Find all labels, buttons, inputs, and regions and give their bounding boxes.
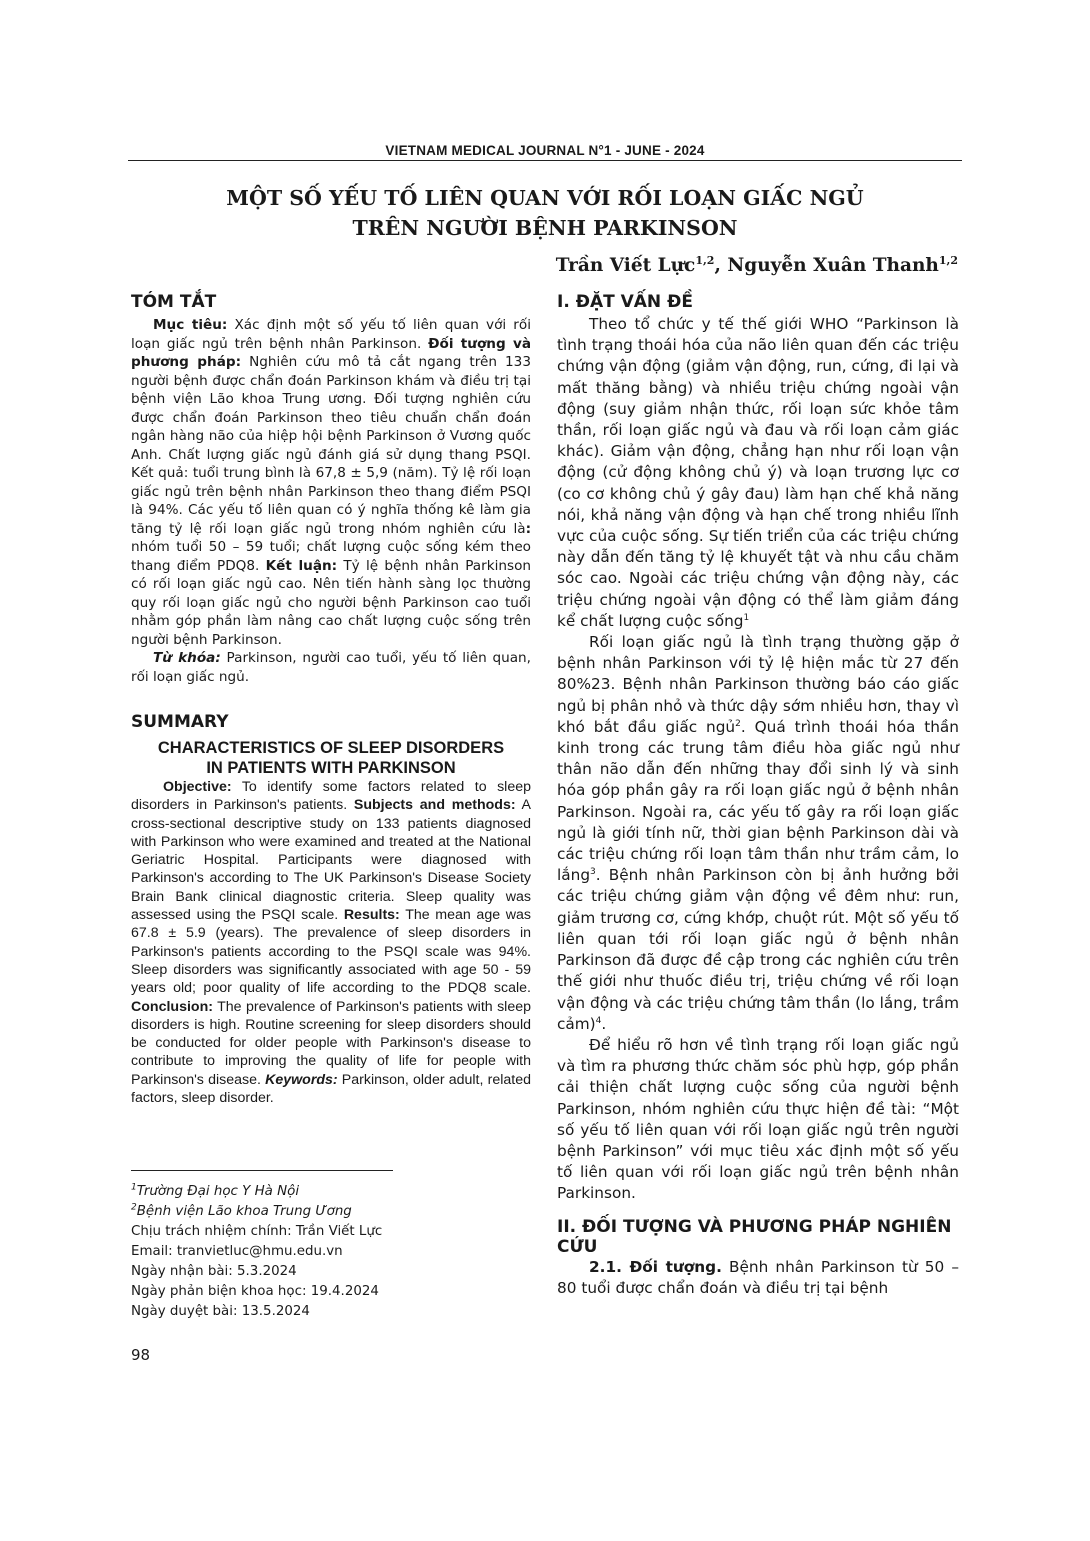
intro-p2-text-b: . Quá trình thoái hóa thần kinh trong các trung tâm điều hòa giấc ngủ như thân não dẫn đến những thay đổi sinh lý và sinh hóa góp phần gây ra rối loạn giấc ngủ ở bệnh nhân Parkinson. Ngoài ra, các yếu tố gây ra rối loạn giấc ngủ là giới tính nữ, thời gian bệnh Parkinson dài và các triệu chứng rối loạn tâm thần như trầm cảm, lo lắng [557, 717, 959, 885]
methods-text: Nghiên cứu mô tả cắt ngang trên 133 người bệnh được chẩn đoán Parkinson khám và điều trị tại bệnh viện Lão khoa Trung ương. Đối tượng nghiên cứu được chẩn đoán Parkinson theo tiêu chuẩn chẩn đoán ngân hàng não của hiệp hội bệnh Parkinson ở Vương quốc Anh. Chất lượng giấc ngủ đánh giá sử dụng thang PSQI. Kết quả: tuổi trung bình là 67,8 ± 5,9 (năm). Tỷ lệ rối loạn giấc ngủ trên bệnh nhân Parkinson theo thang điểm PSQI là 94%. Các yếu tố liên quan có ý nghĩa thống kê làm gia tăng tỷ lệ rối loạn giấc ngủ trong nhóm nghiên cứu là [131, 354, 531, 537]
summary-title-line-2: IN PATIENTS WITH PARKINSON [206, 759, 456, 777]
methods-label: Đối tượng và phương pháp: [131, 335, 532, 370]
footnote-affiliation-2 [131, 1202, 531, 1222]
summary-conclusion-label: Conclusion: [131, 998, 213, 1015]
intro-p2-ref-c: 4 [595, 1015, 602, 1026]
footnote-rule [131, 1170, 393, 1171]
intro-p1-text: Theo tổ chức y tế thế giới WHO “Parkinson là tình trạng thoái hóa của não liên quan đến các triệu chứng vận động (giảm vận động, run, cứng, đi lại và mất thăng bằng) và nhiều triệu chứng ngoài vận động (suy giảm nhận thức, rối loạn sức khỏe tâm thần, rối loạn giấc ngủ và đau và rối loạn cảm giác khác). Giảm vận động, chẳng hạn như rối loạn vận động (cử động không chủ ý) và loạn trương lực cơ (co cơ không chủ ý gây đau) làm hạn chế khả năng nói, khả năng vận động và hạn chế trong nhiều lĩnh vực của cuộc sống. Sự tiến triển của các triệu chứng này dẫn đến tăng tỷ lệ khuyết tật và nhu cầu chăm sóc cao. Ngoài các triệu chứng vận động này, các triệu chứng ngoài vận động có thể làm giảm đáng kể chất lượng cuộc sống [557, 315, 959, 630]
intro-p2-ref-a: 2 [735, 718, 741, 729]
summary-methods-label: Subjects and methods: [353, 797, 516, 814]
subsection-2-1-text: Bệnh nhân Parkinson từ 50 – 80 tuổi được chẩn đoán và điều trị tại bệnh [557, 1257, 959, 1297]
intro-paragraph-2 [557, 632, 959, 1035]
footnote-received: Ngày nhận bài: 5.3.2024 [131, 1264, 297, 1279]
intro-p2-ref-b: 3 [590, 867, 596, 878]
abstract-vn-keywords [131, 649, 531, 686]
abstract-vn-body [131, 316, 531, 649]
author-1-affiliation: 1,2 [695, 253, 715, 267]
summary-heading: SUMMARY [131, 712, 229, 732]
summary-keywords-label: Keywords: [265, 1071, 338, 1088]
footnote-accepted: Ngày duyệt bài: 13.5.2024 [131, 1304, 310, 1319]
summary-objective-text: To identify some factors related to sleep disorders in Parkinson's patients. [131, 779, 531, 814]
summary-body [131, 778, 531, 1107]
summary-conclusion-text: The prevalence of Parkinson's patients with sleep disorders is high. Routine screening for sleep disorders should be conducted for older people with Parkinson's disease to contribute to improving the quality of life for people with Parkinson's disease. [131, 998, 531, 1088]
objective-label: Mục tiêu: [153, 317, 228, 333]
author-2-affiliation: 1,2 [938, 253, 958, 267]
methods-paragraph-1 [557, 1257, 959, 1299]
title-line-2: TRÊN NGƯỜI BỆNH PARKINSON [352, 216, 738, 240]
summary-objective-label: Objective: [163, 779, 232, 795]
summary-methods-text: A cross-sectional descriptive study on 133 patients diagnosed with Parkinson who were examined and treated at the National Geriatric Hospital. Participants were diagnosed with Parkinson's according to The UK Parkinson's Disease Society Brain Bank clinical diagnostic criteria. Sleep quality was assessed using the PSQI scale. [131, 797, 531, 924]
abstract-vn [131, 292, 531, 686]
summary-results-text: The mean age was 67.8 ± 5.9 (years). The prevalence of sleep disorders in Parkinson's patients according to the PSQI scale was 94%. Sleep disorders was significantly associated with age 50 - 59 years old; poor quality of life according to the PDQ8 scale. [131, 907, 531, 997]
intro-paragraph-3: Để hiểu rõ hơn về tình trạng rối loạn giấc ngủ và tìm ra phương thức chăm sóc phù hợp, góp phần cải thiện chất lượng cuộc sống của người bệnh Parkinson, nhóm nghiên cứu thực hiện đề tài: “Một số yếu tố liên quan với rối loạn giấc ngủ trên người bệnh Parkinson” với mục tiêu xác định một số yếu tố liên quan với rối loạn giấc ngủ trên bệnh nhân Parkinson. [557, 1035, 959, 1203]
section-2-heading: II. ĐỐI TƯỢNG VÀ PHƯƠNG PHÁP NGHIÊN CỨU [557, 1216, 952, 1257]
subsection-2-1-label: 2.1. Đối tượng. [589, 1257, 722, 1276]
keywords-text: Parkinson, người cao tuổi, yếu tố liên quan, rối loạn giấc ngủ. [131, 650, 531, 685]
intro-p2-text-d: . [601, 1014, 607, 1033]
summary-title-line-1: CHARACTERISTICS OF SLEEP DISORDERS [157, 739, 505, 757]
intro-p1-ref: 1 [743, 612, 750, 623]
footnotes [131, 1182, 531, 1322]
intro-p2-text-c: . Bệnh nhân Parkinson còn bị ảnh hưởng bởi các triệu chứng giảm vận động về đêm như: run, giảm trương cơ, cứng khớp, chuột rút. Một số yếu tố liên quan tới rối loạn giấc ngủ ở bệnh nhân Parkinson đã được đề cập trong các nghiên cứu trên thế giới như thuốc điều trị, triệu chứng về rối loạn vận động và các triệu chứng tâm thần (lo lắng, trầm cảm) [557, 866, 959, 1033]
summary-keywords-text: Parkinson, older adult, related factors, sleep disorder. [131, 1071, 531, 1107]
footnote-1-sup: 1 [131, 1182, 137, 1193]
author-1: Trần Viết Lực [555, 255, 696, 276]
footnote-email: Email: tranvietluc@hmu.edu.vn [131, 1244, 343, 1259]
summary-en [131, 712, 531, 1107]
methods-text-2: nhóm tuổi 50 – 59 tuổi; chất lượng cuộc sống kém theo thang điểm PDQ8. [131, 539, 531, 574]
footnote-1-text: Trường Đại học Y Hà Nội [136, 1184, 300, 1199]
title-line-1: MỘT SỐ YẾU TỐ LIÊN QUAN VỚI RỐI LOẠN GIẤC NGỦ [226, 186, 864, 210]
footnote-2-text: Bệnh viện Lão khoa Trung Ương [136, 1204, 352, 1219]
article-title [130, 183, 960, 243]
keywords-label: Từ khóa: [153, 650, 221, 666]
summary-results-label: Results: [343, 907, 400, 924]
methods-colon: : [525, 520, 531, 537]
journal-header: VIETNAM MEDICAL JOURNAL N°1 - JUNE - 2024 [385, 143, 705, 158]
section-introduction [557, 292, 959, 1299]
author-separator: , [714, 255, 728, 276]
objective-text: Xác định một số yếu tố liên quan với rối loạn giấc ngủ trên bệnh nhân Parkinson. [131, 317, 531, 352]
conclusion-label: Kết luận: [265, 557, 338, 574]
author-2: Nguyễn Xuân Thanh [727, 255, 939, 276]
conclusion-text: Tỷ lệ bệnh nhân Parkinson có rối loạn giấc ngủ cao. Nên tiến hành sàng lọc thường quy rối loạn giấc ngủ cho người bệnh Parkinson cao tuổi nhằm góp phần làm nâng cao chất lượng cuộc sống trên người bệnh Parkinson. [131, 557, 531, 648]
intro-p2-text-a: Rối loạn giấc ngủ là tình trạng thường gặp ở bệnh nhân Parkinson với tỷ lệ hiện mắc từ 27 đến 80%23. Bệnh nhân Parkinson thường báo cáo giấc ngủ bị phân nhỏ và thức dậy sớm nhiều hơn, thay vì khó bắt đầu giấc ngủ [557, 633, 959, 736]
footnote-responsible: Chịu trách nhiệm chính: Trần Viết Lực [131, 1224, 383, 1239]
footnote-affiliation-1 [131, 1182, 531, 1202]
intro-paragraph-1 [557, 314, 959, 632]
section-1-heading: I. ĐẶT VẤN ĐỀ [557, 292, 693, 312]
footnote-reviewed: Ngày phản biện khoa học: 19.4.2024 [131, 1284, 379, 1299]
header-rule [128, 160, 962, 161]
page-number: 98 [131, 1346, 151, 1364]
abstract-vn-heading: TÓM TẮT [131, 292, 217, 312]
authors [556, 255, 958, 276]
footnote-2-sup: 2 [131, 1202, 137, 1213]
